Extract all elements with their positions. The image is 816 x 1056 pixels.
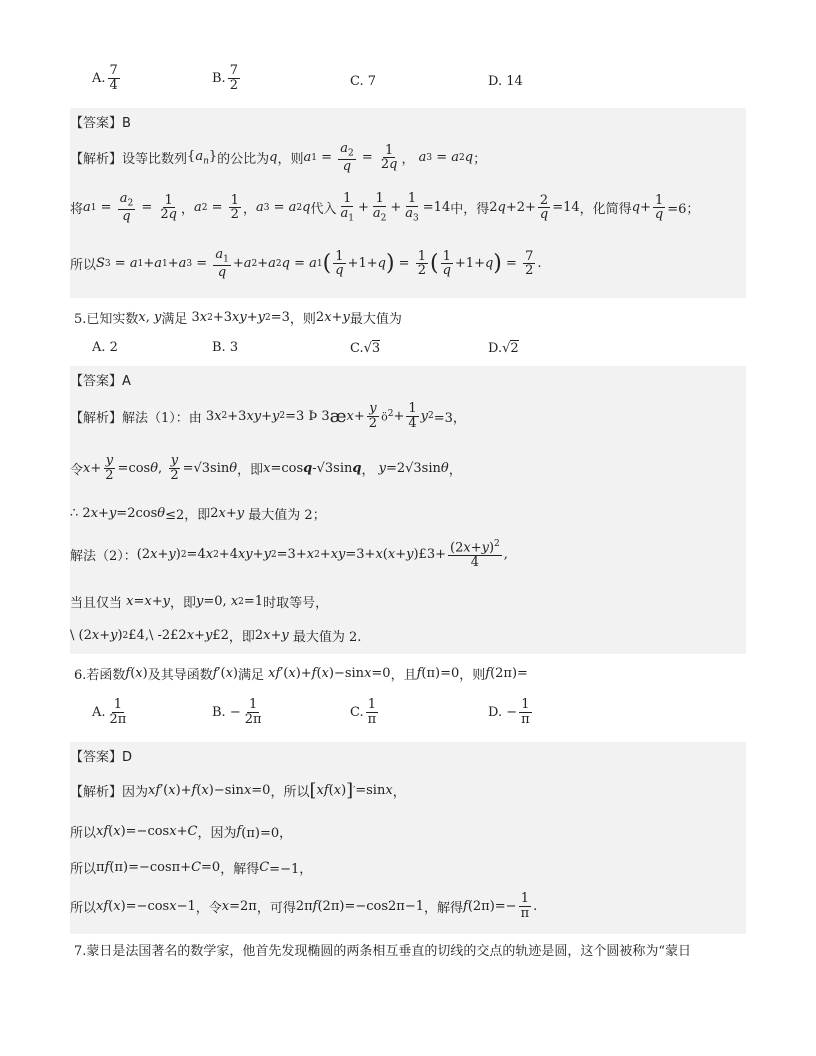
- fraction: $\frac{a_2}{q}$: [340, 141, 354, 175]
- math: a: [303, 150, 312, 166]
- fraction: $\frac{y}{2}$: [170, 453, 179, 483]
- fraction: $\frac{1}{\pi}$: [520, 891, 530, 921]
- q4-option-c: C. 7: [350, 74, 377, 89]
- q6-option-d: D. − $\frac{1}{\pi}$: [488, 697, 530, 727]
- fraction: $\frac{1}{2\pi}$: [109, 697, 127, 727]
- fraction: $\frac{y}{2}$: [368, 401, 378, 431]
- q5-method-2-line-1: 解法（2）： (2 x + y ) 2 =4 x 2 +4 xy + y 2 =3+ x 2 + xy =3+ x ( x + y )£3+ $\frac{(2x+y)^2}{4}$ ,: [70, 539, 508, 570]
- q6-explanation-line-3: 所以 π f (π)=−cosπ+ C =0 ，解得 C =−1，: [70, 860, 313, 877]
- fraction: $\frac{1}{2q}$: [160, 192, 177, 223]
- fraction: $\frac{1}{a_3}$: [405, 191, 419, 224]
- q6-explanation-line-4: 所以 xf ( x )=−cos x −1 ，令 x =2π ，可得 2π f (2π)=−cos2π−1 ，解得 f (2π)=− $\frac{1}{\pi}$ .: [70, 891, 538, 921]
- fraction: $\frac{1}{a_1}$: [340, 191, 354, 224]
- q6-explanation-line-2: 所以 xf ( x )=−cos x + C ，因为 f (π)=0，: [70, 824, 293, 841]
- q4-explanation-line-2: 将 a 1 = $\frac{a_2}{q}$ = $\frac{1}{2q}$ ， a 2 = $\frac{1}{2}$ ， a 3 = a 2 q 代入 $\frac{1}{a_1}$ + $\frac{1}{a_2}$ + $\frac{1}{a_3}$ =14 中，得 2 q +2+ $\frac{2}{q}$ =14 ，化简得 q + $\frac{1}{q}$ =6；: [70, 191, 700, 225]
- q4-answer: 【答案】B: [70, 116, 131, 131]
- fraction: $\frac{(2x+y)^2}{4}$: [450, 539, 500, 570]
- q6-option-c: C. $\frac{1}{\pi}$: [350, 697, 377, 727]
- fraction: $\frac{1}{\pi}$: [521, 697, 530, 727]
- fraction: $\frac{1}{4}$: [408, 401, 417, 431]
- fraction: $\frac{7}{2}$: [229, 63, 238, 93]
- q4-option-a: A. $\frac{7}{4}$: [92, 63, 118, 93]
- q4-option-d: D. 14: [488, 74, 523, 89]
- q4-explanation-line-3: 所以 S 3 = a 1 + a 1 + a 3 = $\frac{a_1}{q}$ + a 2 + a 2 q = a 1 ( $\frac{1}{q}$ +1+ q ) = $\frac{1}{2}$ ( $\frac{1}{q}$ +1+ q ) = $\frac{7}{2}$ .: [70, 247, 542, 281]
- q6-answer: 【答案】D: [70, 750, 133, 765]
- fraction: $\frac{a_2}{q}$: [119, 191, 134, 225]
- math: q: [269, 150, 278, 166]
- q6-option-a: A. $\frac{1}{2\pi}$: [92, 697, 127, 727]
- q5-method-1-line-1: 【解析】 解法（1）：由 3 x 2 +3 xy + y 2 =3 Þ 3 æ x + $\frac{y}{2}$ $ö^2$ + $\frac{1}{4}$ y 2 =3，: [70, 401, 466, 431]
- fraction: $\frac{1}{q}$: [442, 248, 451, 279]
- fraction: $\frac{y}{2}$: [105, 453, 114, 483]
- fraction: $\frac{1}{2q}$: [380, 142, 398, 173]
- fraction: $\frac{1}{2}$: [230, 192, 239, 223]
- q6-explanation-line-1: 【解析】 因为 xf ′( x )+ f ( x )−sin x =0 ，所以 [ xf ( x ) ] ′ =sin x ，: [70, 780, 406, 801]
- q5-stem: 5.已知实数 x , y 满足 3 x 2 +3 xy + y 2 =3 ，则 2 x + y 最大值为: [74, 310, 402, 327]
- fraction: $\frac{1}{2\pi}$: [244, 697, 262, 727]
- fraction: $\frac{1}{\pi}$: [367, 697, 377, 727]
- fraction: $\frac{7}{4}$: [109, 63, 118, 93]
- q6-stem: 6.若函数 f ( x ) 及其导函数 f ′( x ) 满足 xf ′( x )+ f ( x )−sin x =0 ，且 f (π)=0 ，则 f (2π)=: [74, 666, 528, 683]
- fraction: $\frac{a_1}{q}$: [215, 247, 229, 281]
- q6-option-b: B. − $\frac{1}{2\pi}$: [212, 697, 262, 727]
- q5-option-a: A. 2: [92, 340, 118, 355]
- q5-method-2-line-3: \ (2 x + y ) 2 £4,\ -2£2 x + y £2 ，即 2 x + y 最大值为 2.: [70, 628, 362, 645]
- math: $\{a_n\}$: [187, 149, 218, 167]
- q5-option-d: D. √ 2: [488, 340, 519, 356]
- q5-option-c: C. √ 3: [350, 340, 381, 356]
- q5-method-2-line-2: 当且仅当 x = x + y ，即 y =0, x 2 =1 时取等号，: [70, 594, 329, 611]
- q4-option-b: B. $\frac{7}{2}$: [212, 63, 238, 93]
- q5-answer: 【答案】A: [70, 374, 131, 389]
- fraction: $\frac{1}{q}$: [654, 192, 664, 223]
- fraction: $\frac{1}{a_2}$: [372, 191, 387, 224]
- q5-option-b: B. 3: [212, 340, 239, 355]
- fraction: $\frac{1}{q}$: [335, 248, 344, 279]
- q7-stem: 7.蒙日是法国著名的数学家，他首先发现椭圆的两条相互垂直的切线的交点的轨迹是圆，这个圆被称为“蒙日: [74, 944, 692, 959]
- q5-method-1-line-3: ∴ 2 x + y =2cos θ ≤2， 即 2 x + y 最大值为 2；: [70, 506, 326, 523]
- fraction: $\frac{2}{q}$: [539, 192, 549, 223]
- q4-explanation-line-1: 【解析】 设等比数列 $\{a_n\}$ 的公比为 q ，则 a 1 = $\frac{a_2}{q}$ = $\frac{1}{2q}$ ， a 3 = a 2 q ；: [70, 141, 487, 175]
- fraction: $\frac{7}{2}$: [525, 248, 534, 279]
- q5-method-1-line-2: 令 x + $\frac{y}{2}$ =cos θ , $\frac{y}{2}$ =√3sin θ ，即 x =cos q -√3sin q ， y =2√3sin θ ，: [70, 453, 462, 483]
- fraction: $\frac{1}{2}$: [417, 248, 426, 279]
